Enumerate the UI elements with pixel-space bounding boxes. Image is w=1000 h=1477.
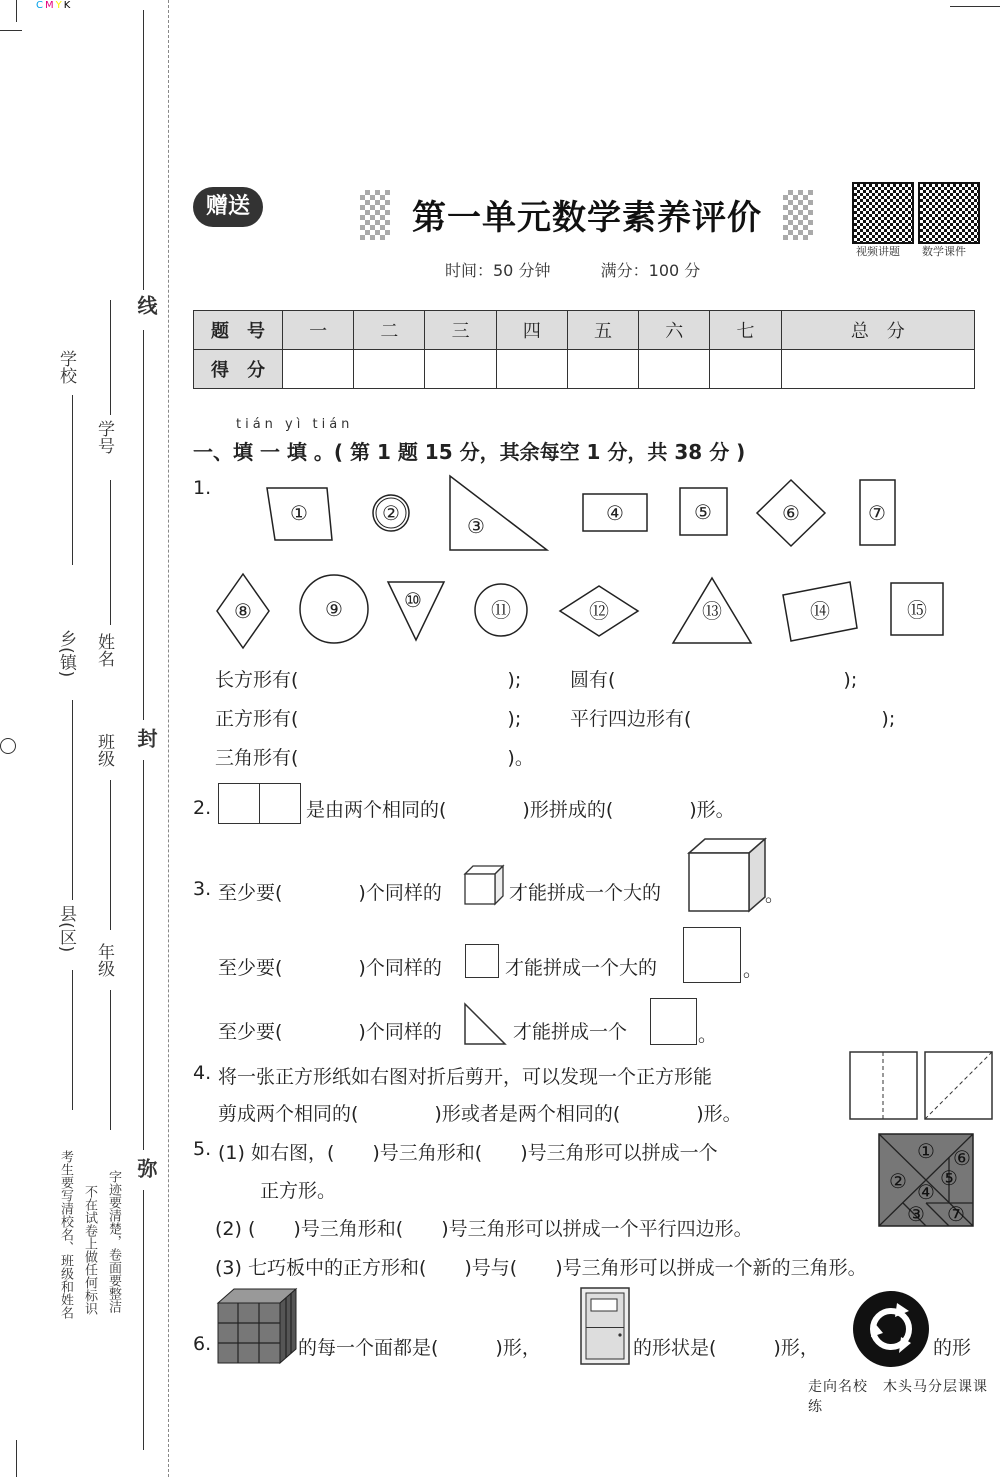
col-header: 六 <box>639 311 710 350</box>
field-grade: 年级 <box>94 943 114 977</box>
tangram-label: ① <box>917 1139 935 1163</box>
tangram-label: ② <box>889 1169 907 1193</box>
score-cell[interactable] <box>425 350 496 389</box>
binding-rule <box>143 760 144 1150</box>
tangram-label: ⑦ <box>947 1202 965 1226</box>
q4-line2[interactable]: 剪成两个相同的( )形或者是两个相同的( )形。 <box>218 1103 742 1125</box>
score-table <box>193 310 975 389</box>
crop-mark <box>0 30 22 31</box>
q6-part2[interactable]: 的形状是( )形， <box>633 1337 819 1359</box>
cmyk-k: K <box>63 0 73 11</box>
q3-end-1: 。 <box>765 884 785 906</box>
shape-label: ⑪ <box>491 598 511 622</box>
checker-decoration-left <box>360 190 390 240</box>
footer-series: 走向名校 木头马分层课课练 <box>808 1379 988 1415</box>
large-square-icon <box>683 927 741 983</box>
large-cube-icon <box>687 837 767 915</box>
crop-mark <box>950 6 1000 7</box>
score-cell[interactable] <box>283 350 354 389</box>
col-header: 七 <box>710 311 781 350</box>
col-header: 三 <box>425 311 496 350</box>
col-header: 五 <box>567 311 638 350</box>
binding-rule <box>143 10 144 290</box>
qr-label-video: 视频讲题 <box>856 245 900 258</box>
q1-blank-parallelogram[interactable]: 平行四边形有( ); <box>570 708 896 730</box>
q5-part3[interactable]: (3) 七巧板中的正方形和( )号与( )号三角形可以拼成一个新的三角形。 <box>215 1257 867 1279</box>
shape-label: ⑮ <box>907 598 927 622</box>
small-triangle-icon <box>463 1002 507 1046</box>
score-cell[interactable] <box>710 350 781 389</box>
col-header: 二 <box>354 311 425 350</box>
cut-dashed-line <box>168 0 169 1477</box>
field-county: 县(区) <box>56 905 76 953</box>
field-student-id: 学号 <box>94 420 114 454</box>
qr-code-video[interactable] <box>852 182 914 244</box>
gift-badge: 赠送 <box>193 187 263 227</box>
q5-number: 5. <box>193 1138 212 1160</box>
q3-line3-a[interactable]: 至少要( )个同样的 <box>218 1021 442 1043</box>
registration-mark <box>0 738 16 754</box>
q1-number: 1. <box>193 477 212 499</box>
field-line <box>72 700 73 900</box>
cut-label-line: 线 <box>134 295 158 315</box>
q3-number: 3. <box>193 878 212 900</box>
row-header-score: 得 分 <box>194 350 283 389</box>
shape-label: ⑭ <box>810 599 830 623</box>
field-line <box>110 300 111 415</box>
q3-line3-b: 才能拼成一个 <box>513 1021 628 1043</box>
q2-text[interactable]: 是由两个相同的( )形拼成的( )形。 <box>306 799 735 821</box>
qr-label-courseware: 数学课件 <box>922 245 966 258</box>
section-heading: 一、填 一 填 。( 第 1 题 15 分，其余每空 1 分，共 38 分 ) <box>193 440 746 464</box>
q3-line1-a[interactable]: 至少要( )个同样的 <box>218 882 442 904</box>
field-line <box>110 780 111 930</box>
shape-label: ⑦ <box>868 501 886 525</box>
full-score: 满分：100 分 <box>600 261 701 280</box>
notice-line-1: 考生要写清校名、班级和姓名 <box>58 1150 73 1319</box>
field-township: 乡(镇) <box>56 630 76 678</box>
binding-rule <box>143 1190 144 1450</box>
cmyk-m: M <box>44 0 56 11</box>
field-line <box>110 480 111 625</box>
time-limit: 时间：50 分钟 <box>445 261 551 280</box>
field-name: 姓名 <box>94 633 114 667</box>
shape-label: ⑧ <box>234 599 252 623</box>
q4-number: 4. <box>193 1062 212 1084</box>
small-square-icon <box>465 944 499 978</box>
cmyk-c: C <box>36 0 45 11</box>
col-header: 四 <box>496 311 567 350</box>
checker-decoration-right <box>783 190 813 240</box>
shape-label: ③ <box>467 514 485 538</box>
q6-part3: 的形 <box>933 1337 972 1359</box>
field-line <box>110 990 111 1130</box>
crop-mark <box>16 1440 17 1477</box>
col-header: 一 <box>283 311 354 350</box>
shape-label: ⑨ <box>325 597 343 621</box>
field-line <box>72 395 73 565</box>
score-cell[interactable] <box>354 350 425 389</box>
recycle-sign-icon <box>851 1289 931 1369</box>
tangram-label: ⑤ <box>940 1166 958 1190</box>
shape-triangle-3 <box>450 476 547 550</box>
q1-blank-square[interactable]: 正方形有( ); <box>215 708 522 730</box>
page-title: 第一单元数学素养评价 <box>412 198 762 238</box>
rubiks-cube-icon <box>216 1287 298 1365</box>
shape-label: ② <box>382 501 400 525</box>
q3-line2-b: 才能拼成一个大的 <box>505 957 658 979</box>
q5-part1-line1[interactable]: (1) 如右图，( )号三角形和( )号三角形可以拼成一个 <box>218 1142 718 1164</box>
q2-rectangle-right <box>259 783 301 824</box>
notice-line-3: 字迹要清楚，卷面要整洁 <box>106 1170 121 1313</box>
shape-label: ⑤ <box>694 500 712 524</box>
shape-label: ⑥ <box>782 501 800 525</box>
pinyin-annotation: tián yì tián <box>236 417 354 432</box>
door-icon <box>580 1287 630 1365</box>
cut-label-seal: 封 <box>134 728 158 748</box>
q1-shapes <box>200 470 960 660</box>
q3-line2-a[interactable]: 至少要( )个同样的 <box>218 957 442 979</box>
notice-line-2: 不在试卷上做任何标识 <box>82 1185 97 1315</box>
tangram-label: ③ <box>907 1202 925 1226</box>
target-square-icon <box>650 998 697 1045</box>
small-cube-icon <box>463 864 505 906</box>
field-school: 学校 <box>56 350 76 384</box>
field-class: 班级 <box>94 733 114 767</box>
cut-label-close: 弥 <box>134 1158 158 1178</box>
cmyk-y: Y <box>55 0 64 11</box>
score-cell[interactable] <box>567 350 638 389</box>
exam-info <box>445 258 700 281</box>
q6-part1[interactable]: 的每一个面都是( )形， <box>298 1337 541 1359</box>
q2-number: 2. <box>193 797 212 819</box>
q1-blank-rectangle[interactable]: 长方形有( ); <box>215 669 522 691</box>
folded-paper-figures <box>848 1050 996 1122</box>
q5-part1-line2: 正方形。 <box>260 1180 337 1202</box>
q3-line1-b: 才能拼成一个大的 <box>509 882 662 904</box>
score-cell-total[interactable] <box>781 350 974 389</box>
shape-label: ⑩ <box>404 588 422 612</box>
q3-end-3: 。 <box>698 1024 718 1046</box>
q1-blank-triangle[interactable]: 三角形有( )。 <box>215 747 534 769</box>
shape-label: ⑬ <box>702 599 722 623</box>
tangram-figure <box>878 1133 974 1227</box>
field-line <box>72 970 73 1110</box>
cmyk-marks <box>36 0 72 11</box>
tangram-label: ⑥ <box>953 1146 971 1170</box>
row-header-question: 题 号 <box>194 311 283 350</box>
score-cell[interactable] <box>639 350 710 389</box>
score-cell[interactable] <box>496 350 567 389</box>
shape-label: ⑫ <box>589 599 609 623</box>
crop-mark <box>16 0 17 22</box>
tangram-label: ④ <box>917 1180 935 1204</box>
binding-rule <box>143 330 144 720</box>
q4-line1: 将一张正方形纸如右图对折后剪开，可以发现一个正方形能 <box>218 1066 713 1088</box>
q3-end-2: 。 <box>743 959 763 981</box>
qr-code-courseware[interactable] <box>918 182 980 244</box>
q6-number: 6. <box>193 1333 212 1355</box>
shape-label: ① <box>290 501 308 525</box>
q1-blank-circle[interactable]: 圆有( ); <box>570 669 858 691</box>
q2-rectangle-left <box>218 783 261 824</box>
q5-part2[interactable]: (2) ( )号三角形和( )号三角形可以拼成一个平行四边形。 <box>215 1218 753 1240</box>
col-header-total: 总 分 <box>781 311 974 350</box>
shape-label: ④ <box>606 501 624 525</box>
